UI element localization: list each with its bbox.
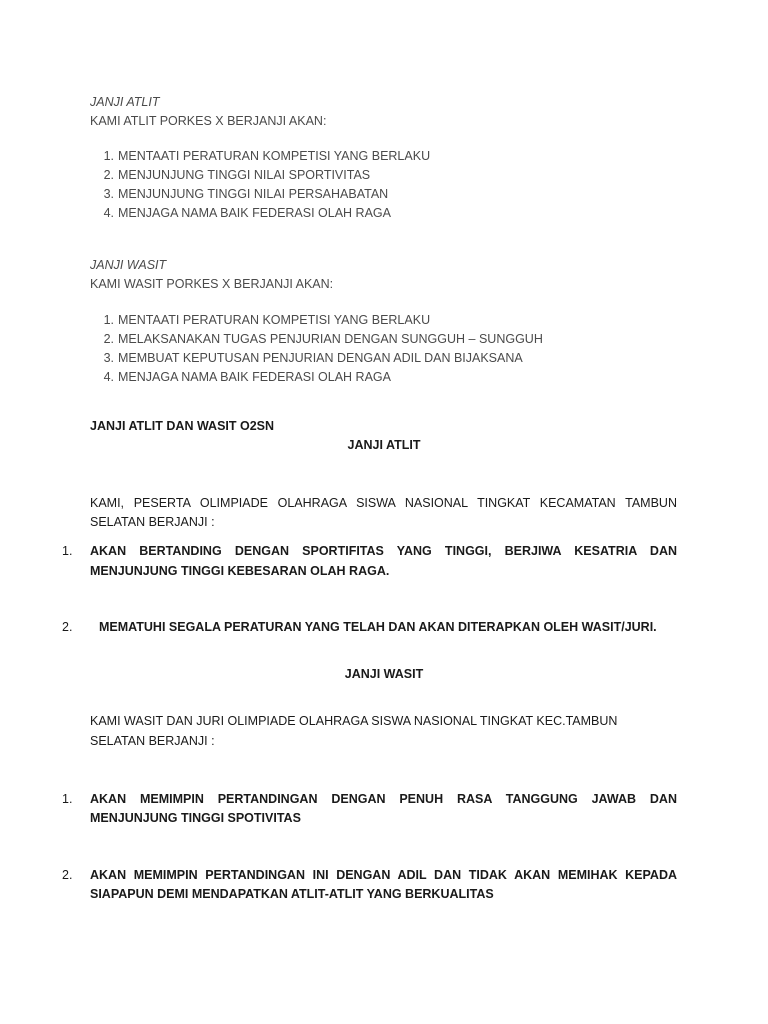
list-item: 2. MENJUNJUNG TINGGI NILAI SPORTIVITAS bbox=[103, 168, 371, 182]
o2sn-atlit-intro-line2: SELATAN BERJANJI : bbox=[90, 515, 215, 529]
list-item: 1. MENTAATI PERATURAN KOMPETISI YANG BERLAKU bbox=[103, 149, 431, 163]
o2sn-atlit-item2-number: 2. bbox=[62, 620, 73, 634]
o2sn-atlit-item1-number: 1. bbox=[62, 544, 73, 558]
list-item: 4. MENJAGA NAMA BAIK FEDERASI OLAH RAGA bbox=[103, 206, 391, 220]
o2sn-atlit-intro-line1: KAMI, PESERTA OLIMPIADE OLAHRAGA SISWA NASIONAL TINGKAT KECAMATAN TAMBUN bbox=[90, 496, 677, 510]
o2sn-title: JANJI ATLIT DAN WASIT O2SN bbox=[90, 419, 275, 433]
o2sn-wasit-intro-line1: KAMI WASIT DAN JURI OLIMPIADE OLAHRAGA SISWA NASIONAL TINGKAT KEC.TAMBUN bbox=[90, 714, 618, 728]
atlit-heading: JANJI ATLIT bbox=[90, 95, 160, 109]
o2sn-atlit-item2-line1: MEMATUHI SEGALA PERATURAN YANG TELAH DAN AKAN DITERAPKAN OLEH WASIT/JURI. bbox=[99, 620, 657, 634]
list-item: 3. MEMBUAT KEPUTUSAN PENJURIAN DENGAN ADIL DAN BIJAKSANA bbox=[103, 351, 523, 365]
list-item: 2. MELAKSANAKAN TUGAS PENJURIAN DENGAN SUNGGUH – SUNGGUH bbox=[103, 332, 543, 346]
list-item: 1. MENTAATI PERATURAN KOMPETISI YANG BERLAKU bbox=[103, 313, 431, 327]
o2sn-wasit-item2-line1: AKAN MEMIMPIN PERTANDINGAN INI DENGAN ADIL DAN TIDAK AKAN MEMIHAK KEPADA bbox=[90, 868, 677, 882]
o2sn-wasit-heading: JANJI WASIT bbox=[344, 667, 424, 681]
o2sn-wasit-item2-number: 2. bbox=[62, 868, 73, 882]
atlit-intro: KAMI ATLIT PORKES X BERJANJI AKAN: bbox=[90, 114, 327, 128]
wasit-intro: KAMI WASIT PORKES X BERJANJI AKAN: bbox=[90, 277, 334, 291]
o2sn-wasit-item1-line1: AKAN MEMIMPIN PERTANDINGAN DENGAN PENUH RASA TANGGUNG JAWAB DAN bbox=[90, 792, 677, 806]
o2sn-wasit-intro-line2: SELATAN BERJANJI : bbox=[90, 734, 215, 748]
wasit-list bbox=[103, 311, 543, 387]
o2sn-wasit-item1-line2: MENJUNJUNG TINGGI SPOTIVITAS bbox=[90, 811, 301, 825]
o2sn-atlit-item1-line2: MENJUNJUNG TINGGI KEBESARAN OLAH RAGA. bbox=[90, 564, 390, 578]
atlit-list bbox=[103, 147, 431, 223]
o2sn-wasit-item2-line2: SIAPAPUN DEMI MENDAPATKAN ATLIT-ATLIT YANG BERKUALITAS bbox=[90, 887, 494, 901]
o2sn-atlit-heading: JANJI ATLIT bbox=[347, 438, 421, 452]
list-item: 3. MENJUNJUNG TINGGI NILAI PERSAHABATAN bbox=[103, 187, 389, 201]
o2sn-atlit-item1-line1: AKAN BERTANDING DENGAN SPORTIFITAS YANG TINGGI, BERJIWA KESATRIA DAN bbox=[90, 544, 677, 558]
wasit-heading: JANJI WASIT bbox=[90, 258, 167, 272]
o2sn-wasit-item1-number: 1. bbox=[62, 792, 73, 806]
list-item: 4. MENJAGA NAMA BAIK FEDERASI OLAH RAGA bbox=[103, 370, 391, 384]
